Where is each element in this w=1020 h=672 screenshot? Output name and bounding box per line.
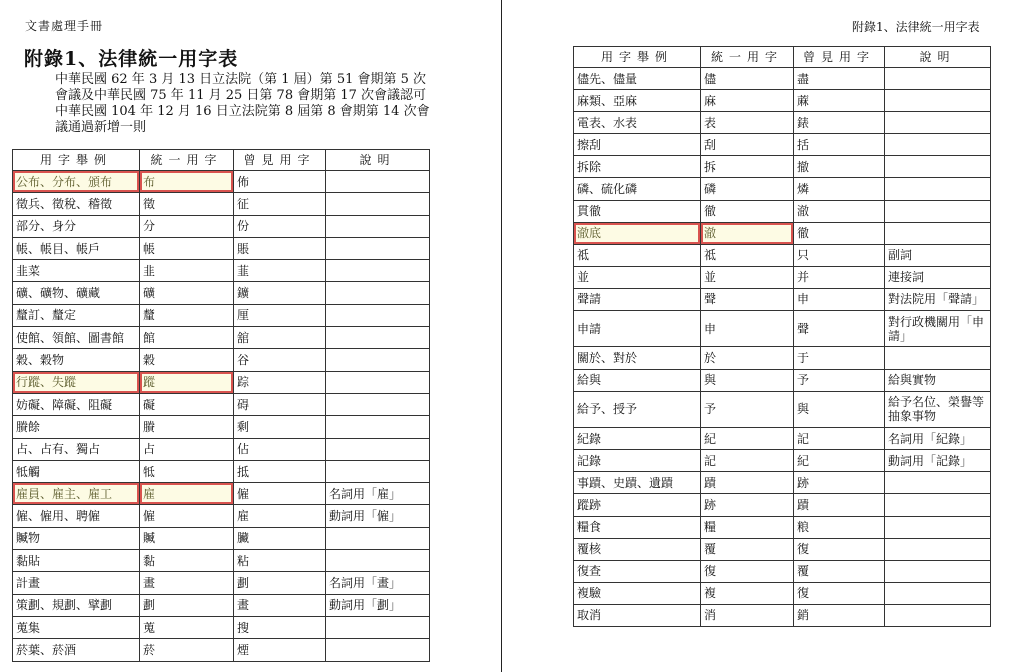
table-header-row — [13, 150, 430, 171]
cell-seen: 復 — [794, 582, 885, 604]
cell-unified: 復 — [701, 560, 794, 582]
cell-unified: 贓 — [140, 527, 234, 549]
cell-example: 複驗 — [574, 582, 701, 604]
cell-unified: 複 — [701, 582, 794, 604]
cell-example: 麻類、亞麻 — [574, 90, 701, 112]
cell-seen: 鑛 — [234, 282, 326, 304]
table-row — [574, 472, 991, 494]
cell-seen: 雇 — [234, 505, 326, 527]
cell-example: 磷、硫化磷 — [574, 178, 701, 200]
cell-unified: 紀 — [701, 428, 794, 450]
table-row — [13, 215, 430, 237]
cell-note — [885, 604, 991, 626]
cell-unified: 聲 — [701, 288, 794, 310]
cell-unified: 蹤 — [140, 371, 234, 393]
cell-example: 給予、授予 — [574, 391, 701, 427]
cell-note — [326, 639, 430, 661]
cell-note — [885, 68, 991, 90]
cell-note — [885, 347, 991, 369]
cell-seen: 聲 — [794, 311, 885, 347]
cell-note — [885, 472, 991, 494]
cell-note — [885, 134, 991, 156]
cell-example: 韭菜 — [13, 260, 140, 282]
terms-table-right — [573, 46, 991, 627]
cell-seen: 錶 — [794, 112, 885, 134]
cell-note: 給予名位、榮譽等抽象事物 — [885, 391, 991, 427]
table-row — [574, 538, 991, 560]
cell-seen: 蔴 — [794, 90, 885, 112]
cell-seen: 撤 — [794, 156, 885, 178]
cell-example: 給與 — [574, 369, 701, 391]
cell-seen: 碍 — [234, 393, 326, 415]
cell-note — [885, 156, 991, 178]
table-row — [574, 134, 991, 156]
column-header-unified: 統一用字 — [140, 150, 234, 171]
cell-example: 聲請 — [574, 288, 701, 310]
cell-seen: 紀 — [794, 450, 885, 472]
cell-note: 連接詞 — [885, 266, 991, 288]
cell-unified: 儘 — [701, 68, 794, 90]
cell-unified: 菸 — [140, 639, 234, 661]
cell-seen: 厘 — [234, 304, 326, 326]
cell-seen: 賬 — [234, 237, 326, 259]
cell-unified: 賸 — [140, 416, 234, 438]
cell-note — [326, 393, 430, 415]
cell-unified: 雇 — [140, 483, 234, 505]
cell-unified: 劃 — [140, 594, 234, 616]
cell-unified: 蒐 — [140, 616, 234, 638]
table-row — [574, 200, 991, 222]
cell-unified: 礦 — [140, 282, 234, 304]
cell-unified: 釐 — [140, 304, 234, 326]
cell-seen: 跡 — [794, 472, 885, 494]
cell-note — [326, 416, 430, 438]
table-row — [13, 260, 430, 282]
cell-note — [885, 112, 991, 134]
table-row — [13, 371, 430, 393]
table-row — [13, 237, 430, 259]
cell-example: 計畫 — [13, 572, 140, 594]
table-row — [13, 193, 430, 215]
cell-example: 電表、水表 — [574, 112, 701, 134]
cell-example: 策劃、規劃、擘劃 — [13, 594, 140, 616]
cell-note — [885, 90, 991, 112]
cell-unified: 礙 — [140, 393, 234, 415]
column-header-seen: 曾見用字 — [234, 150, 326, 171]
cell-note — [885, 200, 991, 222]
cell-unified: 徵 — [140, 193, 234, 215]
table-row — [13, 438, 430, 460]
cell-seen: 畫 — [234, 594, 326, 616]
cell-seen: 覆 — [794, 560, 885, 582]
cell-seen: 括 — [794, 134, 885, 156]
cell-unified: 表 — [701, 112, 794, 134]
cell-example: 賸餘 — [13, 416, 140, 438]
cell-note — [326, 527, 430, 549]
cell-note — [885, 538, 991, 560]
cell-unified: 磷 — [701, 178, 794, 200]
table-row — [13, 483, 430, 505]
cell-unified: 畫 — [140, 572, 234, 594]
cell-seen: 于 — [794, 347, 885, 369]
approval-note-line: 議通過新增一則 — [55, 120, 147, 135]
cell-seen: 舘 — [234, 327, 326, 349]
approval-notes — [55, 72, 430, 136]
cell-seen: 剩 — [234, 416, 326, 438]
cell-note — [326, 215, 430, 237]
cell-unified: 糧 — [701, 516, 794, 538]
cell-note — [326, 438, 430, 460]
table-row — [13, 616, 430, 638]
cell-unified: 於 — [701, 347, 794, 369]
cell-example: 妨礙、障礙、阻礙 — [13, 393, 140, 415]
cell-note: 名詞用「雇」 — [326, 483, 430, 505]
cell-seen: 踪 — [234, 371, 326, 393]
cell-example: 黏貼 — [13, 550, 140, 572]
cell-example: 菸葉、菸酒 — [13, 639, 140, 661]
approval-note-line: 會議及中華民國 75 年 11 月 25 日第 78 會期第 17 次會議認可 — [55, 88, 427, 103]
cell-unified: 帳 — [140, 237, 234, 259]
table-row — [574, 266, 991, 288]
cell-example: 蒐集 — [13, 616, 140, 638]
cell-note — [326, 371, 430, 393]
table-row — [574, 428, 991, 450]
cell-unified: 僱 — [140, 505, 234, 527]
cell-seen: 劃 — [234, 572, 326, 594]
cell-seen: 份 — [234, 215, 326, 237]
cell-example: 僱、僱用、聘僱 — [13, 505, 140, 527]
cell-note — [326, 460, 430, 482]
cell-example: 並 — [574, 266, 701, 288]
table-row — [574, 560, 991, 582]
cell-example: 部分、身分 — [13, 215, 140, 237]
cell-note — [885, 516, 991, 538]
table-row — [13, 505, 430, 527]
cell-example: 徵兵、徵稅、稽徵 — [13, 193, 140, 215]
cell-example: 申請 — [574, 311, 701, 347]
table-row — [574, 516, 991, 538]
approval-note-line: 中華民國 62 年 3 月 13 日立法院（第 1 屆）第 51 會期第 5 次 — [55, 72, 427, 87]
table-row — [13, 639, 430, 661]
cell-note — [885, 560, 991, 582]
table-row — [574, 244, 991, 266]
cell-seen: 佔 — [234, 438, 326, 460]
cell-example: 澈底 — [574, 222, 701, 244]
cell-note — [326, 550, 430, 572]
cell-unified: 拆 — [701, 156, 794, 178]
cell-note: 副詞 — [885, 244, 991, 266]
cell-seen: 粮 — [794, 516, 885, 538]
cell-seen: 抵 — [234, 460, 326, 482]
page-header-right: 附錄1、法律統一用字表 — [852, 20, 980, 34]
cell-unified: 分 — [140, 215, 234, 237]
cell-example: 擦刮 — [574, 134, 701, 156]
cell-seen: 澈 — [794, 200, 885, 222]
table-row — [13, 416, 430, 438]
cell-note: 名詞用「畫」 — [326, 572, 430, 594]
table-row — [13, 527, 430, 549]
table-row — [13, 594, 430, 616]
cell-unified: 館 — [140, 327, 234, 349]
cell-seen: 予 — [794, 369, 885, 391]
table-row — [13, 327, 430, 349]
table-row — [574, 494, 991, 516]
cell-example: 公布、分布、頒布 — [13, 171, 140, 193]
cell-unified: 與 — [701, 369, 794, 391]
cell-example: 釐訂、釐定 — [13, 304, 140, 326]
table-row — [574, 391, 991, 427]
cell-seen: 臟 — [234, 527, 326, 549]
cell-seen: 徹 — [794, 222, 885, 244]
cell-example: 儘先、儘量 — [574, 68, 701, 90]
cell-seen: 盡 — [794, 68, 885, 90]
cell-unified: 記 — [701, 450, 794, 472]
table-row — [574, 347, 991, 369]
cell-example: 關於、對於 — [574, 347, 701, 369]
table-row — [574, 450, 991, 472]
cell-example: 祗 — [574, 244, 701, 266]
cell-unified: 予 — [701, 391, 794, 427]
cell-example: 拆除 — [574, 156, 701, 178]
cell-example: 覆核 — [574, 538, 701, 560]
table-row — [574, 156, 991, 178]
cell-example: 礦、礦物、礦藏 — [13, 282, 140, 304]
cell-note: 動詞用「僱」 — [326, 505, 430, 527]
table-row — [574, 604, 991, 626]
cell-unified: 黏 — [140, 550, 234, 572]
table-row — [13, 171, 430, 193]
page-header: 文書處理手冊 — [25, 19, 104, 33]
cell-example: 行蹤、失蹤 — [13, 371, 140, 393]
cell-unified: 澈 — [701, 222, 794, 244]
cell-unified: 牴 — [140, 460, 234, 482]
column-header-note: 說明 — [326, 150, 430, 171]
table-row — [574, 68, 991, 90]
table-row — [574, 582, 991, 604]
cell-seen: 僱 — [234, 483, 326, 505]
cell-example: 貫徹 — [574, 200, 701, 222]
cell-seen: 粘 — [234, 550, 326, 572]
column-header-example: 用字舉例 — [13, 150, 140, 171]
cell-example: 贓物 — [13, 527, 140, 549]
cell-unified: 並 — [701, 266, 794, 288]
cell-note — [885, 582, 991, 604]
table-row — [13, 304, 430, 326]
terms-table-left — [12, 149, 430, 662]
cell-seen: 復 — [794, 538, 885, 560]
cell-example: 復查 — [574, 560, 701, 582]
cell-example: 雇員、雇主、雇工 — [13, 483, 140, 505]
page-divider — [501, 0, 502, 672]
cell-note: 動詞用「記錄」 — [885, 450, 991, 472]
cell-example: 占、占有、獨占 — [13, 438, 140, 460]
column-header-note: 說明 — [885, 47, 991, 68]
cell-unified: 申 — [701, 311, 794, 347]
cell-example: 帳、帳目、帳戶 — [13, 237, 140, 259]
cell-seen: 征 — [234, 193, 326, 215]
cell-unified: 跡 — [701, 494, 794, 516]
cell-note: 對法院用「聲請」 — [885, 288, 991, 310]
cell-note — [326, 304, 430, 326]
cell-unified: 祗 — [701, 244, 794, 266]
cell-note — [326, 193, 430, 215]
cell-example: 使館、領館、圖書館 — [13, 327, 140, 349]
table-row — [13, 282, 430, 304]
cell-example: 蹤跡 — [574, 494, 701, 516]
cell-seen: 與 — [794, 391, 885, 427]
cell-seen: 蹟 — [794, 494, 885, 516]
cell-unified: 徹 — [701, 200, 794, 222]
cell-unified: 麻 — [701, 90, 794, 112]
cell-example: 糧食 — [574, 516, 701, 538]
cell-unified: 蹟 — [701, 472, 794, 494]
cell-seen: 韮 — [234, 260, 326, 282]
cell-seen: 佈 — [234, 171, 326, 193]
cell-seen: 記 — [794, 428, 885, 450]
cell-example: 牴觸 — [13, 460, 140, 482]
cell-example: 事蹟、史蹟、遺蹟 — [574, 472, 701, 494]
cell-example: 取消 — [574, 604, 701, 626]
cell-seen: 煙 — [234, 639, 326, 661]
cell-seen: 銷 — [794, 604, 885, 626]
cell-unified: 刮 — [701, 134, 794, 156]
cell-unified: 占 — [140, 438, 234, 460]
cell-note — [885, 494, 991, 516]
table-row — [13, 460, 430, 482]
column-header-seen: 曾見用字 — [794, 47, 885, 68]
cell-unified: 覆 — [701, 538, 794, 560]
table-header-row — [574, 47, 991, 68]
table-row — [574, 222, 991, 244]
column-header-unified: 統一用字 — [701, 47, 794, 68]
cell-unified: 布 — [140, 171, 234, 193]
column-header-example: 用字舉例 — [574, 47, 701, 68]
table-row — [13, 572, 430, 594]
cell-note — [326, 327, 430, 349]
table-row — [574, 90, 991, 112]
cell-unified: 韭 — [140, 260, 234, 282]
table-row — [13, 550, 430, 572]
cell-seen: 并 — [794, 266, 885, 288]
table-row — [574, 311, 991, 347]
cell-seen: 燐 — [794, 178, 885, 200]
table-row — [574, 288, 991, 310]
cell-example: 紀錄 — [574, 428, 701, 450]
cell-note — [326, 616, 430, 638]
cell-note — [326, 171, 430, 193]
table-row — [13, 349, 430, 371]
cell-note — [885, 222, 991, 244]
cell-example: 記錄 — [574, 450, 701, 472]
cell-note — [326, 349, 430, 371]
cell-note — [326, 237, 430, 259]
cell-seen: 申 — [794, 288, 885, 310]
cell-note — [326, 260, 430, 282]
cell-note: 給與實物 — [885, 369, 991, 391]
cell-note — [326, 282, 430, 304]
cell-seen: 谷 — [234, 349, 326, 371]
cell-example: 穀、穀物 — [13, 349, 140, 371]
cell-note: 動詞用「劃」 — [326, 594, 430, 616]
table-row — [574, 178, 991, 200]
approval-note-line: 中華民國 104 年 12 月 16 日立法院第 8 屆第 8 會期第 14 次會 — [55, 104, 430, 119]
cell-seen: 搜 — [234, 616, 326, 638]
cell-note: 對行政機關用「申請」 — [885, 311, 991, 347]
cell-unified: 穀 — [140, 349, 234, 371]
cell-note — [885, 178, 991, 200]
table-row — [13, 393, 430, 415]
document-title: 附錄1、法律統一用字表 — [24, 48, 239, 70]
cell-unified: 消 — [701, 604, 794, 626]
table-row — [574, 112, 991, 134]
table-row — [574, 369, 991, 391]
cell-seen: 只 — [794, 244, 885, 266]
cell-note: 名詞用「紀錄」 — [885, 428, 991, 450]
